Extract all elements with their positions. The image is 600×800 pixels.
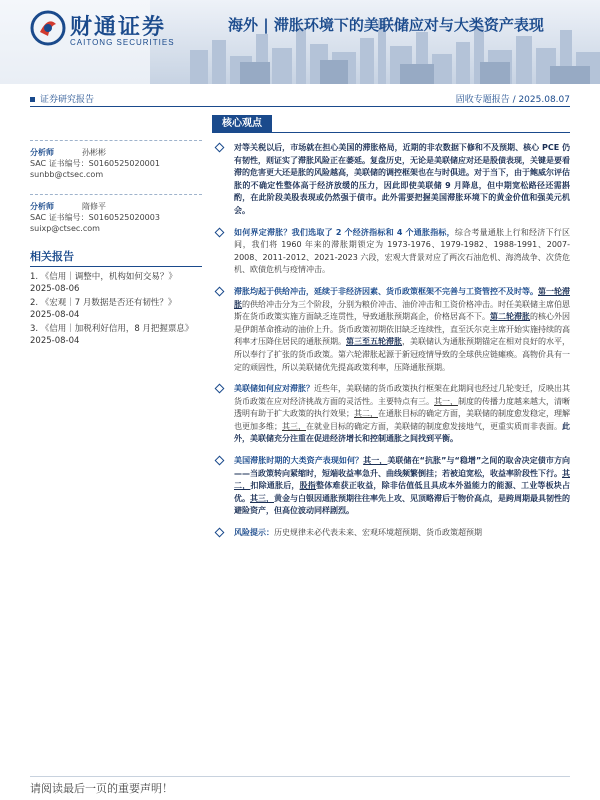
core-views-label: 核心观点 [212, 115, 272, 133]
related-report-link[interactable]: 2. 《宏观｜7 月数据是否还有韧性？》 2025-08-04 [30, 298, 177, 320]
paragraph-text: 制度的传播力度越来越大，清晰透明有助于扩大政策的执行效果； [234, 396, 570, 419]
core-views-header [212, 115, 570, 133]
stagflation-definition-paragraph [212, 227, 570, 277]
paragraph-lead: 风险提示： [234, 528, 274, 538]
diamond-bullet-icon [215, 227, 225, 237]
point-label: 其二， [354, 409, 378, 419]
point-label: 其三， [282, 421, 306, 431]
analyst-email[interactable]: suixp@ctsec.com [30, 224, 100, 233]
paragraph-text: 整体难获正收益，除非估值低且具成本外溢能力的能源、工业等板块占优。 [234, 481, 571, 503]
header-banner [0, 0, 600, 84]
analyst-divider [30, 140, 202, 141]
point-label: 股指 [299, 481, 317, 491]
analyst-cert: SAC 证书编号：S0160525020003 [30, 213, 160, 222]
point-label: 其三， [250, 493, 274, 503]
diamond-bullet-icon [215, 286, 225, 296]
paragraph-text: ，美联储认为通胀预期锚定在相对良好的水平，所以奉行了扩张的货币政策。第六轮滞胀起源于新冠疫情导致的全球供应链瘫痪。高物价具有一定的顽固性，所以美联储优先提高政策利率，压降通胀预期。 [234, 337, 570, 372]
analyst-card [30, 201, 202, 234]
paragraph-text: 历史规律未必代表未来、宏观环境超预期、货币政策超预期 [274, 528, 482, 538]
summary-paragraph [212, 142, 570, 218]
related-report-link[interactable]: 3. 《信用｜加税利好信用，8 月把握票息》 2025-08-04 [30, 324, 194, 346]
stagflation-causes-paragraph [212, 286, 570, 374]
report-type: 证券研究报告 [30, 92, 94, 105]
analyst-divider [30, 194, 202, 195]
diamond-bullet-icon [215, 384, 225, 394]
paragraph-text: 扣除通胀后， [250, 481, 300, 491]
analyst-card [30, 147, 202, 180]
paragraph-text: 在就业目标的确定方面，美联储的制度愈发接地气，更重实质而非表面。 [306, 421, 562, 431]
analyst-cert: SAC 证书编号：S0160525020001 [30, 159, 160, 168]
left-sidebar [30, 140, 202, 349]
diamond-bullet-icon [215, 456, 225, 466]
asset-performance-paragraph [212, 455, 570, 518]
point-label: 其一， [434, 396, 458, 406]
paragraph-lead: 如何界定滞胀？我们选取了 2 个经济指标和 4 个通胀指标， [234, 227, 455, 237]
footer-divider [30, 776, 570, 777]
paragraph-text: 综合考量通胀上行和经济下行区间，我们将 1960 年来的滞胀期锁定为 1973-1976、1979-1982、1988-1991、2007-2008、2011-2012、2021-2023 六段，宏观大背景对应了两次石油危机、海湾战争、次贷危机、欧债危机与疫情冲击。 [234, 227, 571, 275]
meta-divider [30, 106, 570, 107]
paragraph-text: 近些年，美联储的货币政策执行框架在此期间也经过几轮变迁，反映出其货币政策在应对经济挑战方面的灵活性。主要特点有三。 [234, 384, 570, 406]
logo-text-en: CAITONG SECURITIES [70, 38, 175, 47]
paragraph-text: 美联储在“抗胀”与“稳增”之间的取舍决定债市方向——当政策转向紧缩时，短端收益率急升、曲线频繁倒挂；若被迫宽松，收益率阶段性下行。 [234, 456, 571, 478]
paragraph-emphasis: 此外，美联储充分注重在促进经济增长和控制通胀之间找到平衡。 [234, 421, 570, 444]
analyst-name: 隋修平 [82, 202, 106, 211]
core-views-body [212, 142, 570, 549]
city-skyline-illustration [150, 0, 600, 84]
paragraph-lead: 美国滞胀时期的大类资产表现如何？ [234, 456, 364, 466]
round-label: 第二轮滞胀 [490, 312, 530, 322]
paragraph-text: 的核心外因是伊朗革命推动的油价上升。货币政策初期依旧缺乏连续性，直至沃尔克主席开始实施持续的高利率才压降住居民的通胀预期。 [234, 312, 570, 347]
analyst-role: 分析师 [30, 202, 54, 211]
diamond-bullet-icon [215, 143, 225, 153]
point-label: 其二， [234, 468, 570, 491]
footer-disclaimer[interactable]: 请阅读最后一页的重要声明！ [30, 782, 173, 795]
meta-bar [30, 92, 570, 106]
analyst-role: 分析师 [30, 148, 54, 157]
round-label: 第三至五轮滞胀 [346, 337, 402, 347]
caitong-logo[interactable] [30, 8, 190, 54]
logo-emblem-icon [30, 10, 66, 46]
analyst-email[interactable]: sunbb@ctsec.com [30, 170, 104, 179]
fed-response-paragraph [212, 383, 570, 446]
round-label: 第一轮滞胀 [234, 286, 570, 309]
diamond-bullet-icon [215, 528, 225, 538]
point-label: 其一， [363, 456, 388, 466]
related-reports-title: 相关报告 [30, 248, 202, 267]
paragraph-lead: 滞胀均起于供给冲击，延续于非经济因素、货币政策框架不完善与工资管控不及时等。 [234, 286, 538, 296]
related-reports-list [30, 271, 202, 347]
summary-text: 对等关税以后，市场就在担心美国的滞胀格局，近期的非农数据下修和不及预期、核心 PCE 仍有韧性，则证实了滞胀风险正在萎延。复盘历史，无论是美联储应对还是股债表现，关键是要看滞的危害更大还是胀的风险越高，美联储的调控框架也在与时俱进。对于当下，由于鲍威尔评估胀的不确定性整体高于经济放缓的压力，因此即使美联储 9 月降息，但中期宽松路径还需斟酌，在此阶段美股表现或仍然强于债市。此外需要把握美国滞胀环境下的黄金价值和强美元机会。 [234, 143, 570, 215]
paragraph-lead: 美联储如何应对滞胀？ [234, 384, 314, 394]
analyst-name: 孙彬彬 [82, 148, 106, 157]
report-date: 固收专题报告 / 2025.08.07 [455, 95, 570, 105]
paragraph-text: 在通胀目标的确定方面，美联储的制度愈发稳定，理解也更加多维； [234, 409, 570, 431]
risk-warning-paragraph [212, 527, 570, 540]
paragraph-text: 的供给冲击分为三个阶段，分别为粮价冲击、油价冲击和工资价格冲击。时任美联储主席伯恩斯在货币政策实施方面缺乏连贯性，导致通胀预期高企，价格居高不下。 [234, 299, 570, 322]
paragraph-text: 黄金与白银因通胀预期往往率先上攻、见顶略滞后于物价高点，是跨周期最具韧性的避险资产，但高位波动同样剧烈。 [234, 493, 570, 516]
logo-text-cn: 财通证券 [70, 14, 167, 40]
report-title: 海外 | 滞胀环境下的美联储应对与大类资产表现 [228, 16, 544, 34]
related-report-link[interactable]: 1. 《信用｜调整中，机构如何交易？》 2025-08-06 [30, 272, 177, 294]
